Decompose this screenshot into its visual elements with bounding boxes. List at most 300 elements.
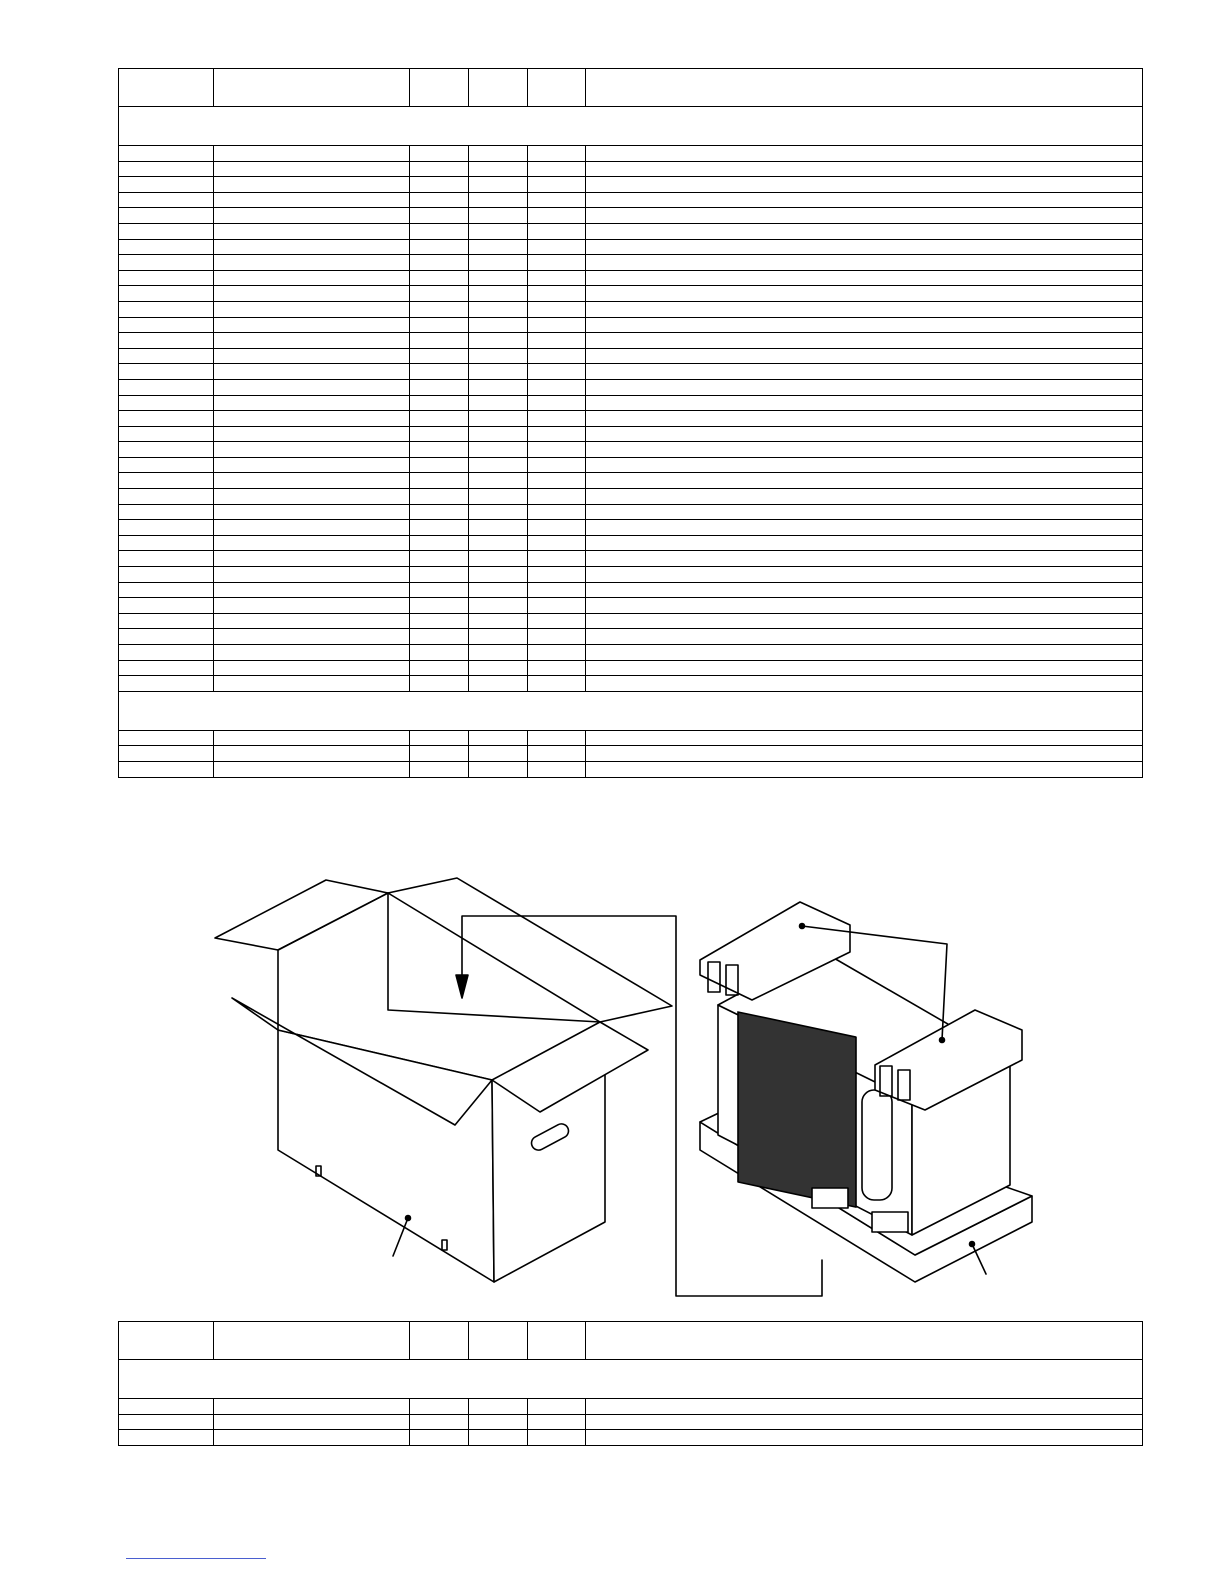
table-row: [119, 333, 1143, 349]
table-cell: [586, 473, 1143, 489]
table-cell: [214, 473, 410, 489]
table-cell: [586, 1399, 1143, 1415]
packing-diagram: [0, 860, 1224, 1310]
col-header: [119, 1322, 214, 1360]
table-cell: [469, 598, 528, 614]
table-cell: [214, 504, 410, 520]
table-cell: [528, 364, 586, 380]
table-cell: [119, 551, 214, 567]
table-cell: [469, 395, 528, 411]
table-cell: [469, 192, 528, 208]
table-cell: [586, 161, 1143, 177]
table-row: [119, 1414, 1143, 1430]
table-cell: [469, 746, 528, 762]
table-cell: [410, 746, 469, 762]
table-cell: [214, 208, 410, 224]
table-cell: [469, 730, 528, 746]
table-row: [119, 504, 1143, 520]
table-row: [119, 161, 1143, 177]
table-cell: [586, 645, 1143, 661]
table-cell: [214, 489, 410, 505]
carton-back-flap: [388, 878, 672, 1022]
table-row: [119, 395, 1143, 411]
table-cell: [586, 676, 1143, 692]
table-cell: [214, 442, 410, 458]
table-cell: [528, 239, 586, 255]
table-cell: [528, 286, 586, 302]
col-header: [586, 69, 1143, 107]
table-row: [119, 746, 1143, 762]
table-cell: [119, 270, 214, 286]
packing-carton: [215, 878, 672, 1282]
table-cell: [469, 177, 528, 193]
table-cell: [528, 192, 586, 208]
air-conditioner-unit: [700, 902, 1032, 1282]
table-cell: [528, 333, 586, 349]
table-cell: [469, 208, 528, 224]
table-cell: [119, 379, 214, 395]
table-cell: [410, 161, 469, 177]
table-row: [119, 535, 1143, 551]
table-cell: [528, 146, 586, 162]
table-cell: [528, 395, 586, 411]
col-header: [119, 69, 214, 107]
table-cell: [586, 146, 1143, 162]
table-row: [119, 270, 1143, 286]
table-cell: [586, 442, 1143, 458]
table-cell: [528, 473, 586, 489]
table-row: [119, 146, 1143, 162]
table-cell: [528, 582, 586, 598]
section-label: [119, 691, 1143, 730]
col-header: [469, 69, 528, 107]
table-cell: [410, 473, 469, 489]
table-cell: [586, 730, 1143, 746]
table-cell: [469, 270, 528, 286]
table-cell: [410, 348, 469, 364]
table-cell: [586, 520, 1143, 536]
table-cell: [528, 426, 586, 442]
footer-link[interactable]: [126, 1558, 266, 1559]
table-cell: [410, 1399, 469, 1415]
table-cell: [119, 286, 214, 302]
table-cell: [586, 489, 1143, 505]
table-row: [119, 457, 1143, 473]
table-row: [119, 192, 1143, 208]
table-cell: [410, 660, 469, 676]
table-row: [119, 660, 1143, 676]
table-cell: [586, 629, 1143, 645]
table-cell: [214, 255, 410, 271]
table-cell: [214, 317, 410, 333]
table-cell: [410, 270, 469, 286]
table-cell: [119, 629, 214, 645]
table-row: [119, 489, 1143, 505]
arrow-head: [456, 975, 468, 998]
table-cell: [214, 411, 410, 427]
table-row: [119, 613, 1143, 629]
table-cell: [528, 255, 586, 271]
table-cell: [528, 645, 586, 661]
parts-table-top: [118, 68, 1143, 778]
table-cell: [410, 286, 469, 302]
table-cell: [410, 567, 469, 583]
table-cell: [586, 317, 1143, 333]
table-cell: [214, 192, 410, 208]
col-header: [214, 1322, 410, 1360]
table-cell: [410, 146, 469, 162]
section-row: [119, 107, 1143, 146]
table-cell: [528, 676, 586, 692]
table-cell: [528, 504, 586, 520]
table-cell: [119, 395, 214, 411]
table-cell: [410, 208, 469, 224]
table-cell: [410, 333, 469, 349]
col-header: [586, 1322, 1143, 1360]
table-cell: [469, 161, 528, 177]
table-cell: [214, 457, 410, 473]
table-cell: [469, 426, 528, 442]
table-cell: [528, 1399, 586, 1415]
table-row: [119, 676, 1143, 692]
col-header: [214, 69, 410, 107]
table-cell: [528, 161, 586, 177]
table-row: [119, 379, 1143, 395]
table-cell: [214, 535, 410, 551]
table-cell: [214, 660, 410, 676]
table-cell: [586, 395, 1143, 411]
table-cell: [469, 348, 528, 364]
table-row: [119, 208, 1143, 224]
table-cell: [469, 761, 528, 777]
col-header: [410, 69, 469, 107]
table-cell: [119, 442, 214, 458]
table-cell: [410, 1430, 469, 1446]
table-cell: [469, 301, 528, 317]
table-cell: [119, 301, 214, 317]
table-cell: [410, 613, 469, 629]
table-row: [119, 1430, 1143, 1446]
table-cell: [214, 598, 410, 614]
table-cell: [586, 192, 1143, 208]
table-cell: [214, 645, 410, 661]
table-cell: [469, 411, 528, 427]
table-header-row: [119, 1322, 1143, 1360]
table-cell: [410, 223, 469, 239]
table-cell: [214, 761, 410, 777]
table-cell: [214, 613, 410, 629]
table-cell: [586, 504, 1143, 520]
table-row: [119, 473, 1143, 489]
table-cell: [214, 239, 410, 255]
table-cell: [528, 567, 586, 583]
carton-left-flap: [215, 880, 388, 950]
table-row: [119, 177, 1143, 193]
table-cell: [528, 535, 586, 551]
table-cell: [528, 317, 586, 333]
table-cell: [586, 379, 1143, 395]
table-cell: [214, 1414, 410, 1430]
table-cell: [410, 504, 469, 520]
table-cell: [469, 223, 528, 239]
table-cell: [586, 551, 1143, 567]
table-cell: [586, 613, 1143, 629]
table-cell: [119, 348, 214, 364]
table-cell: [469, 333, 528, 349]
table-cell: [410, 364, 469, 380]
table-cell: [469, 535, 528, 551]
table-cell: [586, 255, 1143, 271]
table-cell: [410, 426, 469, 442]
table-cell: [410, 301, 469, 317]
table-cell: [469, 1414, 528, 1430]
table-row: [119, 301, 1143, 317]
table-cell: [528, 613, 586, 629]
table-cell: [214, 161, 410, 177]
table-cell: [469, 1399, 528, 1415]
table-row: [119, 520, 1143, 536]
table-cell: [586, 270, 1143, 286]
table-cell: [410, 457, 469, 473]
table-cell: [586, 746, 1143, 762]
table-cell: [214, 223, 410, 239]
table-cell: [528, 379, 586, 395]
table-cell: [410, 520, 469, 536]
table-cell: [586, 1414, 1143, 1430]
table-cell: [469, 520, 528, 536]
table-cell: [586, 761, 1143, 777]
table-cell: [214, 676, 410, 692]
table-cell: [119, 239, 214, 255]
table-cell: [528, 411, 586, 427]
table-cell: [586, 535, 1143, 551]
table-cell: [586, 286, 1143, 302]
section-row: [119, 1360, 1143, 1399]
table-cell: [410, 582, 469, 598]
table-cell: [528, 761, 586, 777]
table-cell: [528, 598, 586, 614]
table-cell: [410, 442, 469, 458]
table-cell: [586, 457, 1143, 473]
table-cell: [214, 1430, 410, 1446]
table-cell: [528, 520, 586, 536]
table-cell: [528, 551, 586, 567]
col-header: [469, 1322, 528, 1360]
table-cell: [410, 1414, 469, 1430]
parts-table-top-body: [119, 69, 1143, 778]
table-cell: [528, 177, 586, 193]
table-cell: [119, 1414, 214, 1430]
table-cell: [528, 442, 586, 458]
table-cell: [214, 730, 410, 746]
table-cell: [469, 457, 528, 473]
table-cell: [528, 660, 586, 676]
table-row: [119, 730, 1143, 746]
table-cell: [586, 567, 1143, 583]
table-cell: [528, 301, 586, 317]
table-cell: [410, 629, 469, 645]
table-cell: [469, 379, 528, 395]
table-cell: [119, 177, 214, 193]
table-cell: [586, 348, 1143, 364]
table-cell: [469, 239, 528, 255]
table-cell: [469, 629, 528, 645]
table-cell: [586, 582, 1143, 598]
table-row: [119, 239, 1143, 255]
table-cell: [528, 208, 586, 224]
table-row: [119, 317, 1143, 333]
table-cell: [469, 504, 528, 520]
table-cell: [469, 286, 528, 302]
table-cell: [214, 746, 410, 762]
col-header: [528, 69, 586, 107]
table-cell: [410, 255, 469, 271]
table-cell: [586, 223, 1143, 239]
col-header: [410, 1322, 469, 1360]
table-row: [119, 364, 1143, 380]
table-cell: [119, 223, 214, 239]
table-cell: [119, 730, 214, 746]
table-cell: [214, 177, 410, 193]
table-cell: [469, 1430, 528, 1446]
table-cell: [528, 746, 586, 762]
table-row: [119, 567, 1143, 583]
table-cell: [119, 411, 214, 427]
table-cell: [119, 535, 214, 551]
table-row: [119, 348, 1143, 364]
table-cell: [528, 457, 586, 473]
table-cell: [586, 660, 1143, 676]
table-cell: [119, 146, 214, 162]
table-row: [119, 1399, 1143, 1415]
table-cell: [214, 520, 410, 536]
table-cell: [119, 457, 214, 473]
table-cell: [528, 629, 586, 645]
parts-table-bottom-body: [119, 1322, 1143, 1446]
table-cell: [586, 333, 1143, 349]
col-header: [528, 1322, 586, 1360]
table-row: [119, 411, 1143, 427]
table-cell: [410, 730, 469, 746]
unit-grille: [738, 1012, 856, 1207]
table-cell: [214, 582, 410, 598]
table-cell: [119, 317, 214, 333]
table-cell: [214, 286, 410, 302]
table-cell: [410, 551, 469, 567]
table-cell: [469, 676, 528, 692]
table-cell: [586, 364, 1143, 380]
table-cell: [214, 379, 410, 395]
table-cell: [410, 761, 469, 777]
table-cell: [119, 676, 214, 692]
table-cell: [119, 192, 214, 208]
table-cell: [214, 348, 410, 364]
table-cell: [469, 645, 528, 661]
table-cell: [119, 1399, 214, 1415]
table-row: [119, 598, 1143, 614]
table-cell: [469, 567, 528, 583]
table-cell: [214, 333, 410, 349]
table-cell: [469, 613, 528, 629]
table-cell: [214, 301, 410, 317]
table-cell: [214, 426, 410, 442]
table-cell: [119, 255, 214, 271]
table-cell: [469, 660, 528, 676]
table-cell: [469, 489, 528, 505]
section-label: [119, 107, 1143, 146]
foam-corner-block: [812, 1188, 848, 1208]
table-cell: [214, 270, 410, 286]
table-cell: [586, 1430, 1143, 1446]
foam-corner-block: [872, 1212, 908, 1232]
table-row: [119, 645, 1143, 661]
table-cell: [469, 364, 528, 380]
table-cell: [119, 364, 214, 380]
table-cell: [119, 660, 214, 676]
table-cell: [469, 473, 528, 489]
table-cell: [119, 489, 214, 505]
table-cell: [119, 504, 214, 520]
table-cell: [214, 567, 410, 583]
table-cell: [469, 551, 528, 567]
table-cell: [214, 1399, 410, 1415]
table-cell: [119, 598, 214, 614]
table-cell: [410, 192, 469, 208]
table-cell: [119, 161, 214, 177]
table-cell: [119, 1430, 214, 1446]
table-cell: [119, 761, 214, 777]
table-cell: [410, 317, 469, 333]
table-cell: [410, 411, 469, 427]
table-cell: [528, 223, 586, 239]
table-cell: [410, 239, 469, 255]
table-cell: [469, 582, 528, 598]
table-cell: [586, 411, 1143, 427]
table-cell: [410, 395, 469, 411]
table-cell: [528, 1430, 586, 1446]
section-row: [119, 691, 1143, 730]
table-cell: [410, 598, 469, 614]
table-cell: [469, 317, 528, 333]
table-cell: [410, 676, 469, 692]
section-label: [119, 1360, 1143, 1399]
table-cell: [528, 489, 586, 505]
table-cell: [469, 442, 528, 458]
table-cell: [410, 379, 469, 395]
parts-table-bottom: [118, 1321, 1143, 1446]
table-cell: [586, 301, 1143, 317]
table-row: [119, 426, 1143, 442]
table-cell: [119, 473, 214, 489]
table-header-row: [119, 69, 1143, 107]
table-cell: [586, 239, 1143, 255]
table-cell: [119, 208, 214, 224]
table-cell: [528, 348, 586, 364]
table-cell: [119, 426, 214, 442]
table-row: [119, 223, 1143, 239]
table-cell: [214, 551, 410, 567]
table-cell: [214, 364, 410, 380]
table-cell: [586, 177, 1143, 193]
table-cell: [119, 746, 214, 762]
table-cell: [119, 520, 214, 536]
table-cell: [214, 146, 410, 162]
table-cell: [410, 645, 469, 661]
table-cell: [214, 629, 410, 645]
table-cell: [119, 333, 214, 349]
table-row: [119, 551, 1143, 567]
table-cell: [214, 395, 410, 411]
